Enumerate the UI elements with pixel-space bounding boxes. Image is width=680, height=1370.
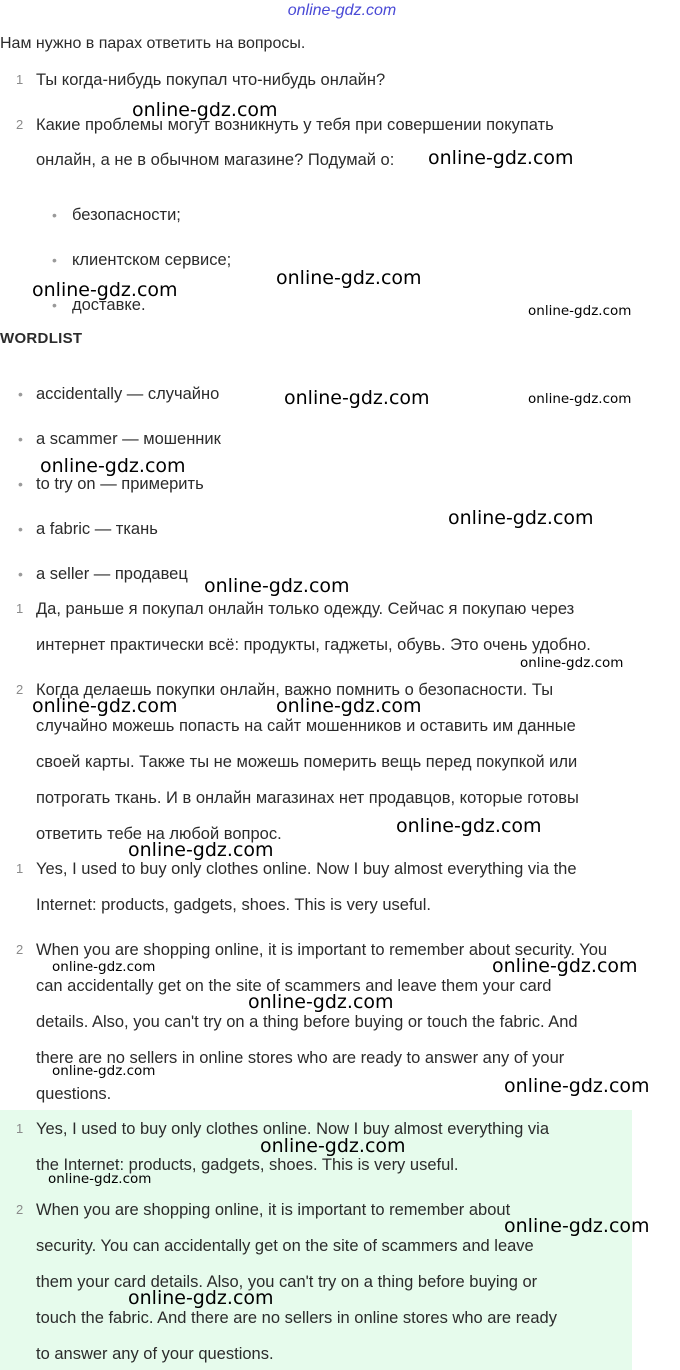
answer-line: своей карты. Также ты не можешь померить вещь перед покупкой или	[36, 753, 578, 771]
header-link[interactable]: online-gdz.com	[287, 2, 397, 19]
watermark: online-gdz.com	[128, 1287, 274, 1309]
think-about-item: клиентском сервисе;	[72, 251, 232, 269]
watermark: online-gdz.com	[520, 655, 624, 671]
bullet: •	[18, 431, 23, 447]
answer-line: to answer any of your questions.	[36, 1345, 274, 1363]
answer-number: 1	[16, 601, 24, 616]
watermark: online-gdz.com	[204, 575, 350, 597]
bullet: •	[18, 566, 23, 582]
question-line: Какие проблемы могут возникнуть у тебя при совершении покупать	[36, 116, 554, 134]
watermark: online-gdz.com	[396, 815, 542, 837]
watermark: online-gdz.com	[132, 99, 278, 121]
watermark: online-gdz.com	[528, 391, 632, 407]
watermark: online-gdz.com	[276, 695, 422, 717]
wordlist-heading: WORDLIST	[0, 330, 83, 347]
watermark: online-gdz.com	[492, 955, 638, 977]
answer-line: questions.	[36, 1085, 112, 1103]
question-number: 2	[16, 117, 24, 132]
wordlist-item: a seller — продавец	[36, 565, 188, 583]
bullet: •	[18, 521, 23, 537]
answer-line: Когда делаешь покупки онлайн, важно помнить о безопасности. Ты	[36, 681, 554, 699]
answer-line: Yes, I used to buy only clothes online. Now I buy almost everything via the	[36, 860, 577, 878]
bullet: •	[52, 207, 57, 223]
bullet: •	[52, 252, 57, 268]
answer-number: 1	[16, 861, 24, 876]
answer-line: Internet: products, gadgets, shoes. This is very useful.	[36, 896, 431, 914]
wordlist-item: accidentally — случайно	[36, 385, 220, 403]
question-line: онлайн, а не в обычном магазине? Подумай о:	[36, 151, 395, 169]
watermark: online-gdz.com	[504, 1075, 650, 1097]
watermark: online-gdz.com	[52, 1063, 156, 1079]
answer-line: случайно можешь попасть на сайт мошенников и оставить им данные	[36, 717, 576, 735]
watermark: online-gdz.com	[52, 959, 156, 975]
answer-line: there are no sellers in online stores who are ready to answer any of your	[36, 1049, 565, 1067]
watermark: online-gdz.com	[248, 991, 394, 1013]
think-about-item: доставке.	[72, 296, 146, 314]
watermark: online-gdz.com	[128, 839, 274, 861]
watermark: online-gdz.com	[260, 1135, 406, 1157]
answer-line: them your card details. Also, you can't try on a thing before buying or	[36, 1273, 538, 1291]
answer-line: потрогать ткань. И в онлайн магазинах нет продавцов, которые готовы	[36, 789, 579, 807]
watermark: online-gdz.com	[528, 303, 632, 319]
watermark: online-gdz.com	[284, 387, 430, 409]
answer-line: ответить тебе на любой вопрос.	[36, 825, 282, 843]
question-number: 1	[16, 72, 24, 87]
answer-line: touch the fabric. And there are no sellers in online stores who are ready	[36, 1309, 557, 1327]
watermark: online-gdz.com	[504, 1215, 650, 1237]
question-line: Ты когда-нибудь покупал что-нибудь онлайн?	[36, 71, 386, 89]
answer-number: 2	[16, 942, 24, 957]
bullet: •	[18, 386, 23, 402]
bullet: •	[18, 476, 23, 492]
bullet: •	[52, 297, 57, 313]
answer-line: the Internet: products, gadgets, shoes. This is very useful.	[36, 1156, 459, 1174]
answer-line: Да, раньше я покупал онлайн только одежду. Сейчас я покупаю через	[36, 600, 575, 618]
watermark: online-gdz.com	[48, 1171, 152, 1187]
watermark: online-gdz.com	[448, 507, 594, 529]
answer-number: 2	[16, 682, 24, 697]
answer-line: When you are shopping online, it is important to remember about	[36, 1201, 511, 1219]
answer-line: When you are shopping online, it is important to remember about security. You	[36, 941, 608, 959]
answer-line: can accidentally get on the site of scammers and leave them your card	[36, 977, 552, 995]
think-about-item: безопасности;	[72, 206, 181, 224]
answer-line: security. You can accidentally get on the site of scammers and leave	[36, 1237, 534, 1255]
wordlist-item: to try on — примерить	[36, 475, 204, 493]
answer-line: интернет практически всё: продукты, гаджеты, обувь. Это очень удобно.	[36, 636, 591, 654]
answer-line: Yes, I used to buy only clothes online. Now I buy almost everything via	[36, 1120, 550, 1138]
answer-number: 2	[16, 1202, 24, 1217]
wordlist-item: a scammer — мошенник	[36, 430, 221, 448]
watermark: online-gdz.com	[276, 267, 422, 289]
answer-line: details. Also, you can't try on a thing before buying or touch the fabric. And	[36, 1013, 578, 1031]
watermark: online-gdz.com	[32, 695, 178, 717]
watermark: online-gdz.com	[428, 147, 574, 169]
watermark: online-gdz.com	[40, 455, 186, 477]
wordlist-item: a fabric — ткань	[36, 520, 158, 538]
watermark: online-gdz.com	[32, 279, 178, 301]
intro-text: Нам нужно в парах ответить на вопросы.	[0, 35, 306, 52]
answer-number: 1	[16, 1121, 24, 1136]
